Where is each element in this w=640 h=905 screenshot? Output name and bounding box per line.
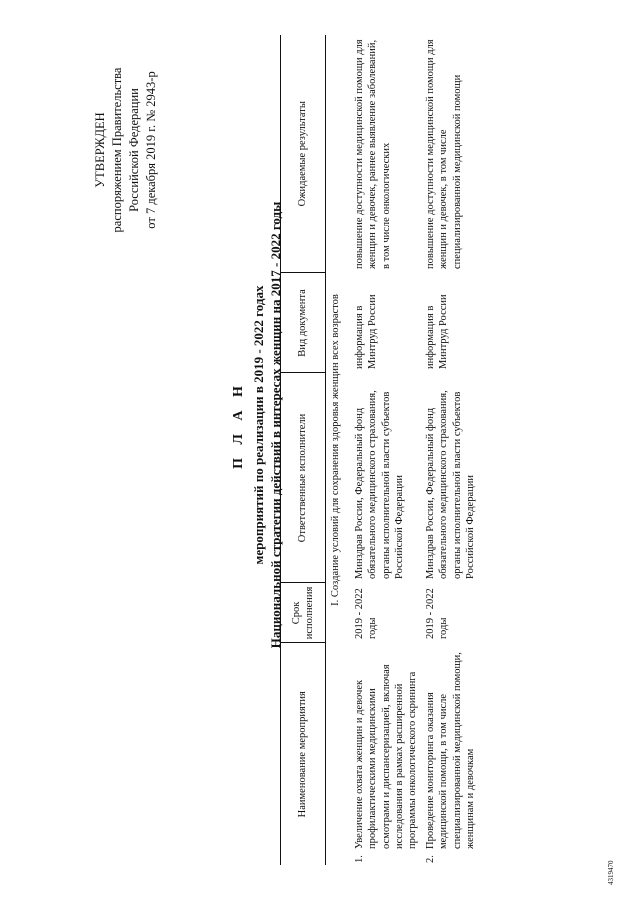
table-row [350,35,421,865]
table-header-row [281,35,326,865]
row-name: Увеличение охвата женщин и девочек профилактическими медицинскими осмотрами и диспансеризацией, включая исследования в рамках расширенной программы онкологического скрининга [354,664,419,849]
approval-line: распоряжением Правительства [110,67,124,233]
row-doc: информация в Минтруд России [354,294,379,369]
approval-date: от 7 декабря 2019 г. № 2943-р [144,71,158,229]
row-number: 1. [354,855,366,863]
row-term: 2019 - 2022 годы [354,588,379,639]
row-name: Проведение мониторинга оказания медицинской помощи, в том числе специализированной медицинской помощи, женщинам и девочкам [425,652,476,849]
section-row [326,35,351,865]
row-executors: Минздрав России, Федеральный фонд обязательного медицинского страхования, органы исполнительной власти субъектов Российской Федерации [425,390,476,579]
column-header-executors: Ответственные исполнители [281,373,326,583]
row-term: 2019 - 2022 годы [425,588,450,639]
document-heading: П Л А Н [231,381,246,469]
column-header-results: Ожидаемые результаты [281,35,326,273]
approval-line: Российской Федерации [127,88,141,212]
document-subtitle: Национальной стратегии действий в интересах женщин на 2017 - 2022 годы [268,201,283,649]
plan-table [280,35,479,865]
row-result: повышение доступности медицинской помощи для женщин и девочек, раннее выявление заболеваний, в том числе онкологических [354,39,392,269]
column-header-term: Срок исполнения [281,583,326,643]
column-header-name: Наименование мероприятия [281,643,326,865]
approval-stamp [92,35,160,265]
section-title: I. Создание условий для сохранения здоровья женщин всех возрастов [330,294,341,606]
document-title-block [228,5,284,845]
row-number: 2. [425,855,437,863]
document-code: 4319470 [607,860,615,885]
row-result: повышение доступности медицинской помощи для женщин и девочек, в том числе специализированной медицинской помощи [425,39,463,269]
document-subtitle: мероприятий по реализации в 2019 - 2022 годах [251,285,266,565]
approval-title: УТВЕРЖДЕН [93,112,107,188]
row-executors: Минздрав России, Федеральный фонд обязательного медицинского страхования, органы исполнительной власти субъектов Российской Федерации [354,390,405,579]
column-header-doc: Вид документа [281,273,326,373]
row-doc: информация в Минтруд России [425,294,450,369]
table-row [421,35,479,865]
